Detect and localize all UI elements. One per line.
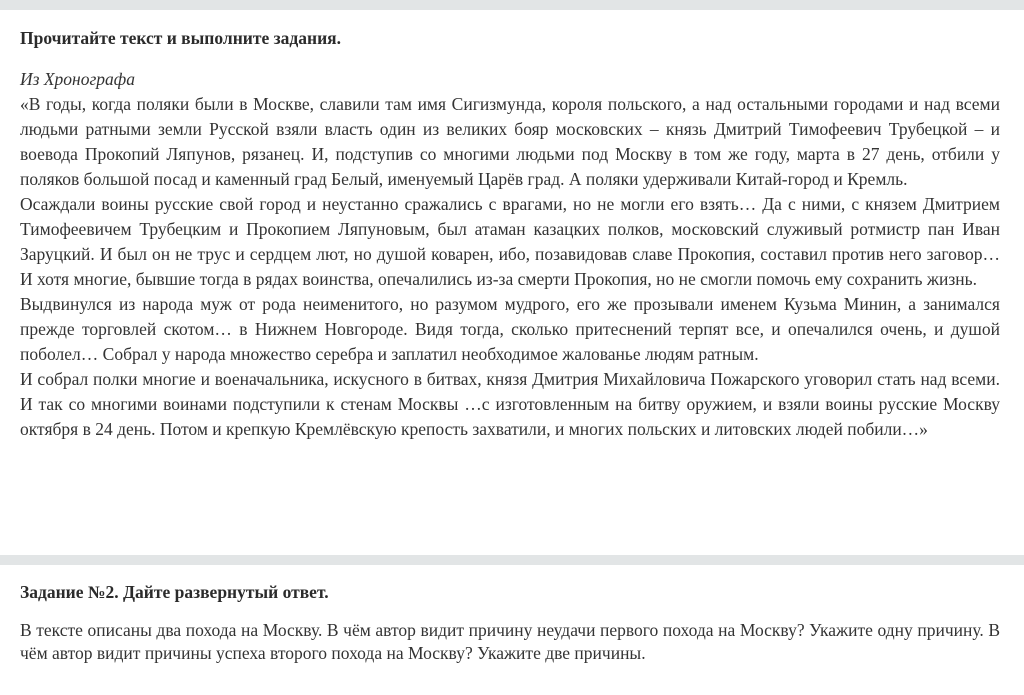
source-title: Из Хронографа <box>20 69 135 89</box>
top-divider <box>0 0 1024 10</box>
task-section <box>20 581 1000 665</box>
task-heading: Задание №2. Дайте развернутый ответ. <box>20 582 329 602</box>
text-paragraph: Выдвинулся из народа муж от рода неименитого, но разумом мудрого, его же прозывали именем Кузьма Минин, а занимался прежде торговлей скотом… в Нижнем Новгороде. Видя тогда, сколько притеснений терпят все, и опечалился очень, и душой поболел… Собрал у народа множество серебра и заплатил необходимое жалованье людям ратным. <box>20 294 1000 364</box>
text-paragraph: Осаждали воины русские свой город и неустанно сражались с врагами, но не могли его взять… Да с ними, с князем Дмитрием Тимофеевичем Трубецким и Прокопием Ляпуновым, был атаман казацких полков, московский служивый ротмистр пан Иван Заруцкий. И был он не трус и сердцем лют, но душой коварен, ибо, позавидовав славе Прокопия, составил против него заговор… И хотя многие, бывшие тогда в рядах воинства, опечалились из-за смерти Прокопия, но не смогли помочь ему сохранить жизнь. <box>20 194 1000 289</box>
text-paragraph: И собрал полки многие и военачальника, искусного в битвах, князя Дмитрия Михайловича Пожарского уговорил стать над всеми. И так со многими воинами подступили к стенам Москвы …с изготовленным на битву оружием, и взяли воины русские Москву октября в 24 день. Потом и крепкую Кремлёвскую крепость захватили, и многих польских и литовских людей побили…» <box>20 369 1000 439</box>
section-divider <box>0 555 1024 565</box>
task-question: В тексте описаны два похода на Москву. В чём автор видит причину неудачи первого похода на Москву? Укажите одну причину. В чём автор видит причины успеха второго похода на Москву? Укажите две причины. <box>20 620 1000 663</box>
text-paragraph: «В годы, когда поляки были в Москве, славили там имя Сигизмунда, короля польского, а над остальными городами и над всеми людьми ратными земли Русской взяли власть один из великих бояр московских – князь Дмитрий Тимофеевич Трубецкой – и воевода Прокопий Ляпунов, рязанец. И, подступив со многими людьми под Москву в том же году, марта в 27 день, отбили у поляков большой посад и каменный град Белый, именуемый Царёв град. А поляки удерживали Китай-город и Кремль. <box>20 94 1000 189</box>
instruction-heading: Прочитайте текст и выполните задания. <box>20 28 342 48</box>
reading-section <box>20 27 1000 442</box>
